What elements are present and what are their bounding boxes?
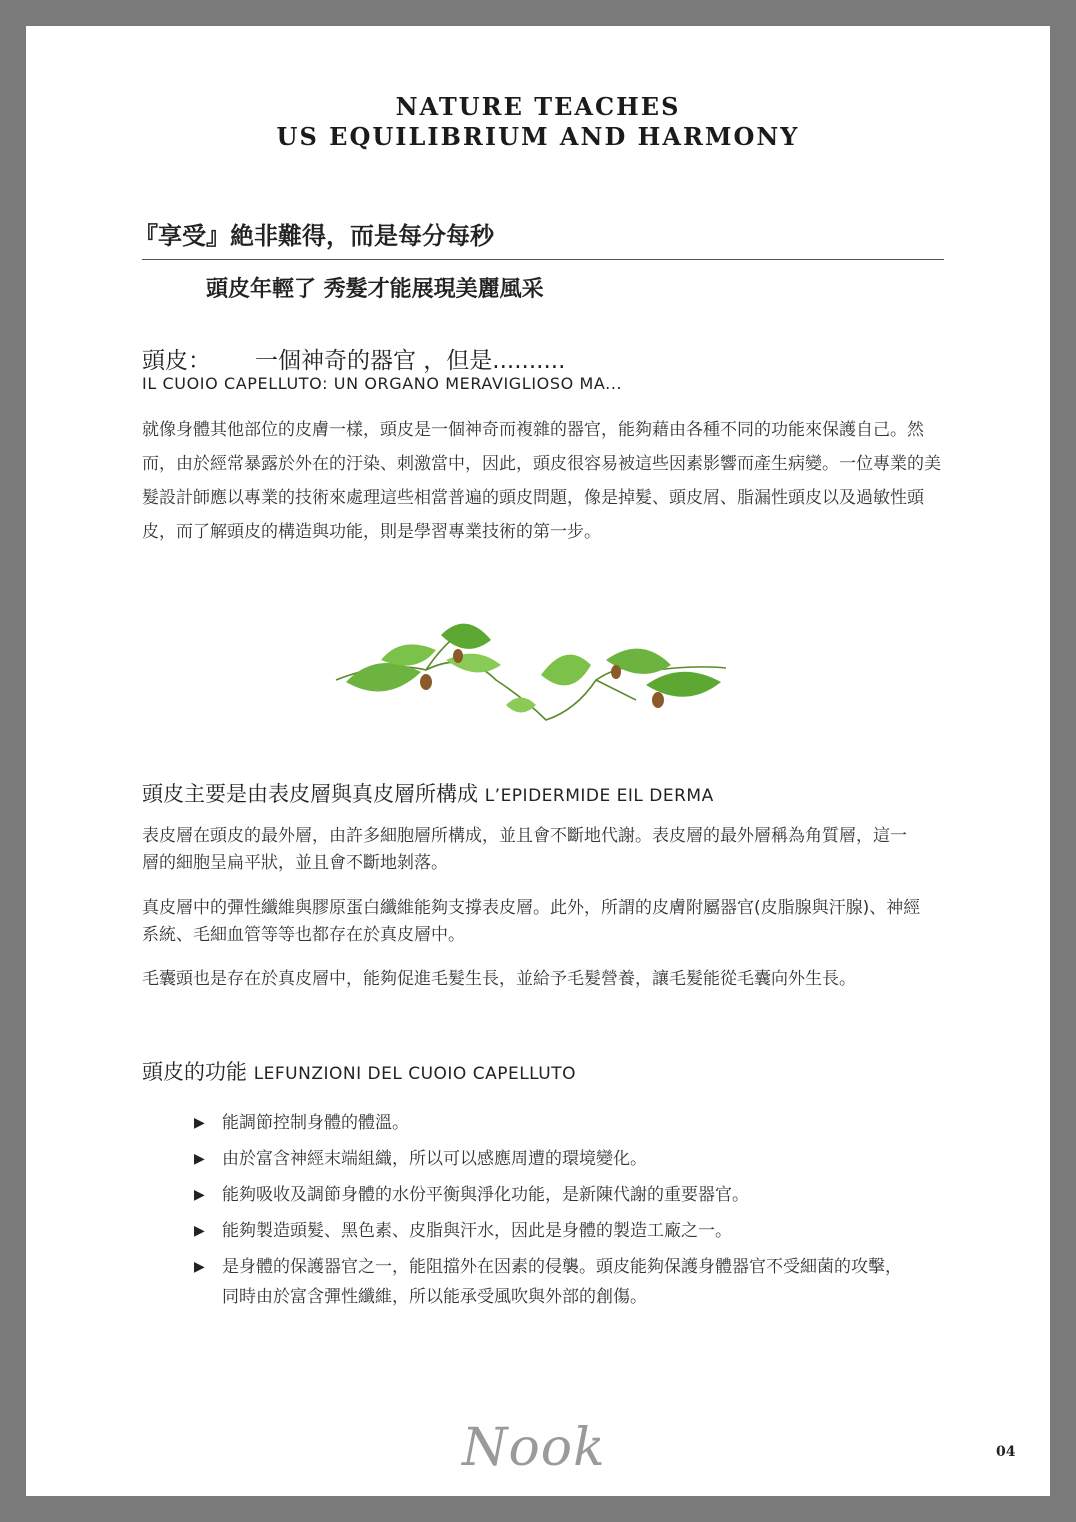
section2-title — [142, 778, 714, 808]
section2-title-it: L’EPIDERMIDE EIL DERMA — [484, 786, 714, 806]
section3-title-it: LEFUNZIONI DEL CUOIO CAPELLUTO — [253, 1064, 577, 1084]
section1-paragraph: 就像身體其他部位的皮膚一樣，頭皮是一個神奇而複雜的器官，能夠藉由各種不同的功能來保護自己。然而，由於經常暴露於外在的汙染、刺激當中，因此，頭皮很容易被這些因素影響而產生病變。一位專業的美髮設計師應以專業的技術來處理這些相當普遍的頭皮問題，像是掉髮、頭皮屑、脂漏性頭皮以及過敏性頭皮，而了解頭皮的構造與功能，則是學習專業技術的第一步。 — [142, 420, 941, 542]
section2-paragraph-1: 表皮層在頭皮的最外層，由許多細胞層所構成，並且會不斷地代謝。表皮層的最外層稱為角質層，這一層的細胞呈扁平狀，並且會不斷地剝落。 — [142, 826, 907, 873]
triangle-bullet-icon: ▶ — [194, 1151, 205, 1167]
list-item — [194, 1252, 914, 1312]
heading-divider — [142, 259, 944, 260]
section1-title-zh-continued: 一個神奇的器官 ，但是.......... — [255, 348, 566, 374]
page-header-title — [26, 92, 1050, 152]
header-title-line1: NATURE TEACHES — [395, 92, 681, 121]
list-item-text: 是身體的保護器官之一，能阻擋外在因素的侵襲。頭皮能夠保護身體器官不受細菌的攻擊，同時由於富含彈性纖維，所以能承受風吹與外部的創傷。 — [222, 1257, 902, 1307]
subslogan-heading: 頭皮年輕了 秀髮才能展現美麗風采 — [206, 277, 544, 302]
section3-title — [142, 1056, 576, 1086]
section1-title-zh: 頭皮： — [142, 348, 211, 374]
triangle-bullet-icon: ▶ — [194, 1223, 205, 1239]
leaves-illustration — [326, 610, 736, 740]
triangle-bullet-icon: ▶ — [194, 1187, 205, 1203]
list-item-text: 能調節控制身體的體溫。 — [222, 1113, 409, 1133]
section1-title — [142, 342, 565, 375]
page-number: 04 — [996, 1444, 1016, 1460]
list-item-text: 能夠製造頭髮、黑色素、皮脂與汗水，因此是身體的製造工廠之一。 — [222, 1221, 732, 1241]
section2-paragraph-3: 毛囊頭也是存在於真皮層中，能夠促進毛髮生長，並給予毛髮營養，讓毛髮能從毛囊向外生長。 — [142, 969, 856, 989]
triangle-bullet-icon: ▶ — [194, 1259, 205, 1275]
section2-paragraph-2: 真皮層中的彈性纖維與膠原蛋白纖維能夠支撐表皮層。此外，所謂的皮膚附屬器官(皮脂腺與汗腺)、神經系統、毛細血管等等也都存在於真皮層中。 — [142, 898, 921, 945]
section2-title-zh: 頭皮主要是由表皮層與真皮層所構成 — [142, 782, 478, 806]
list-item-text: 由於富含神經末端組織，所以可以感應周遭的環境變化。 — [222, 1149, 647, 1169]
list-item — [194, 1180, 914, 1210]
section1-italian-title: IL CUOIO CAPELLUTO: UN ORGANO MERAVIGLIOSO MA... — [142, 374, 623, 393]
section3-title-zh: 頭皮的功能 — [142, 1060, 247, 1084]
list-item-text: 能夠吸收及調節身體的水份平衡與淨化功能，是新陳代謝的重要器官。 — [222, 1185, 749, 1205]
list-item — [194, 1108, 914, 1138]
triangle-bullet-icon: ▶ — [194, 1115, 205, 1131]
header-title-line2: US EQUILIBRIUM AND HARMONY — [276, 122, 800, 151]
nook-logo: Nook — [462, 1418, 606, 1478]
list-item — [194, 1216, 914, 1246]
list-item — [194, 1144, 914, 1174]
document-page — [26, 26, 1050, 1496]
functions-list — [194, 1108, 914, 1318]
slogan-heading: 『享受』絶非難得，而是每分每秒 — [134, 222, 494, 250]
